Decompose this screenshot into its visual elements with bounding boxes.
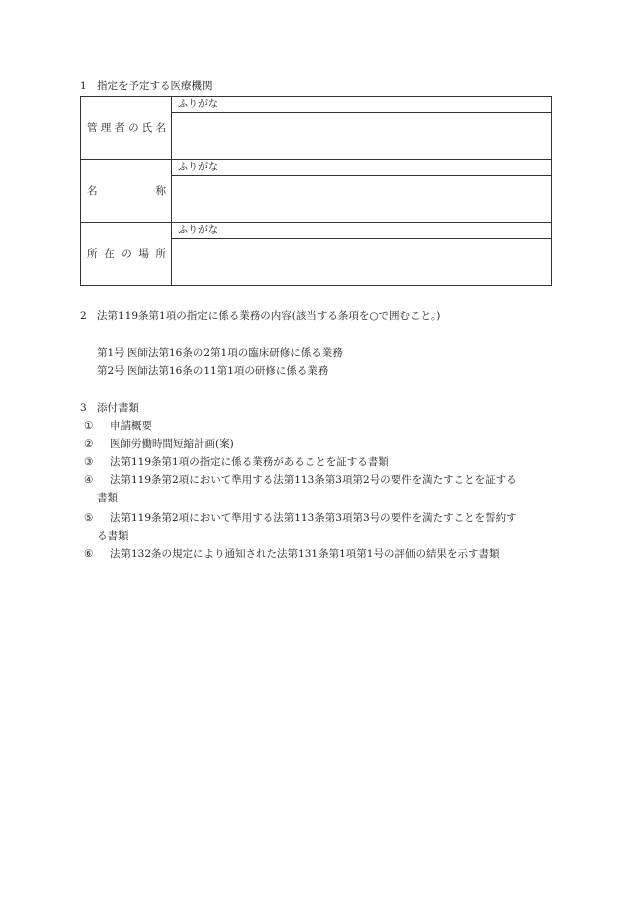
item-text: 申請概要 xyxy=(110,420,152,432)
attachment-item-5-continuation: る書類 xyxy=(97,530,129,542)
item-text: 法第119条第2項において準用する法第113条第3項第3号の要件を満たすことを誓約す xyxy=(110,512,517,524)
institution-table xyxy=(80,96,552,286)
item-mark: ① xyxy=(84,420,94,432)
item-mark: ② xyxy=(84,438,94,450)
manager-name-label-cell xyxy=(81,97,172,160)
institution-name-furigana-field[interactable]: ふりがな xyxy=(172,160,552,176)
attachment-item-4-continuation: 書類 xyxy=(97,492,118,504)
section3-number: 3 xyxy=(80,402,87,414)
attachment-item-5 xyxy=(84,512,517,525)
section2-item-1[interactable] xyxy=(97,347,343,360)
item-text: 医師法第16条の11第1項の研修に係る業務 xyxy=(127,365,329,377)
item-mark: ③ xyxy=(84,456,94,468)
attachment-item-3 xyxy=(84,456,389,469)
location-furigana-field[interactable]: ふりがな xyxy=(172,223,552,239)
attachment-item-6 xyxy=(84,548,499,561)
institution-name-field[interactable] xyxy=(172,176,552,223)
attachment-item-1 xyxy=(84,420,152,433)
item-text: 医師法第16条の2第1項の臨床研修に係る業務 xyxy=(127,347,343,359)
location-label: 所 在 の 場 所 xyxy=(87,247,166,260)
manager-name-furigana-field[interactable]: ふりがな xyxy=(172,97,552,113)
section2-heading xyxy=(80,310,440,323)
manager-name-field[interactable] xyxy=(172,113,552,160)
location-label-cell xyxy=(81,223,172,286)
institution-name-label-cell xyxy=(81,160,172,223)
item-code: 第2号 xyxy=(97,365,125,377)
section3-heading xyxy=(80,402,139,415)
item-mark: ④ xyxy=(84,474,94,486)
section1-heading xyxy=(80,80,213,93)
item-text: 法第119条第1項の指定に係る業務があることを証する書類 xyxy=(110,456,389,468)
item-text: 法第119条第2項において準用する法第113条第3項第2号の要件を満たすことを証する xyxy=(110,474,517,486)
attachment-item-4 xyxy=(84,474,517,487)
item-code: 第1号 xyxy=(97,347,125,359)
item-mark: ⑥ xyxy=(84,548,94,560)
item-text: 医師労働時間短縮計画(案) xyxy=(110,438,234,450)
manager-name-label: 管 理 者 の 氏 名 xyxy=(87,121,166,134)
section1-number: 1 xyxy=(80,80,87,92)
attachment-item-2 xyxy=(84,438,234,451)
institution-name-label: 名 称 xyxy=(87,184,166,197)
section2-title: 法第119条第1項の指定に係る業務の内容(該当する条項を○で囲むこと。) xyxy=(97,310,441,322)
location-field[interactable] xyxy=(172,239,552,286)
section2-item-2[interactable] xyxy=(97,365,328,378)
item-text: 法第132条の規定により通知された法第131条第1項第1号の評価の結果を示す書類 xyxy=(110,548,500,560)
section2-number: 2 xyxy=(80,310,87,322)
section1-title: 指定を予定する医療機関 xyxy=(97,80,213,92)
section3-title: 添付書類 xyxy=(97,402,139,414)
item-mark: ⑤ xyxy=(84,512,94,524)
